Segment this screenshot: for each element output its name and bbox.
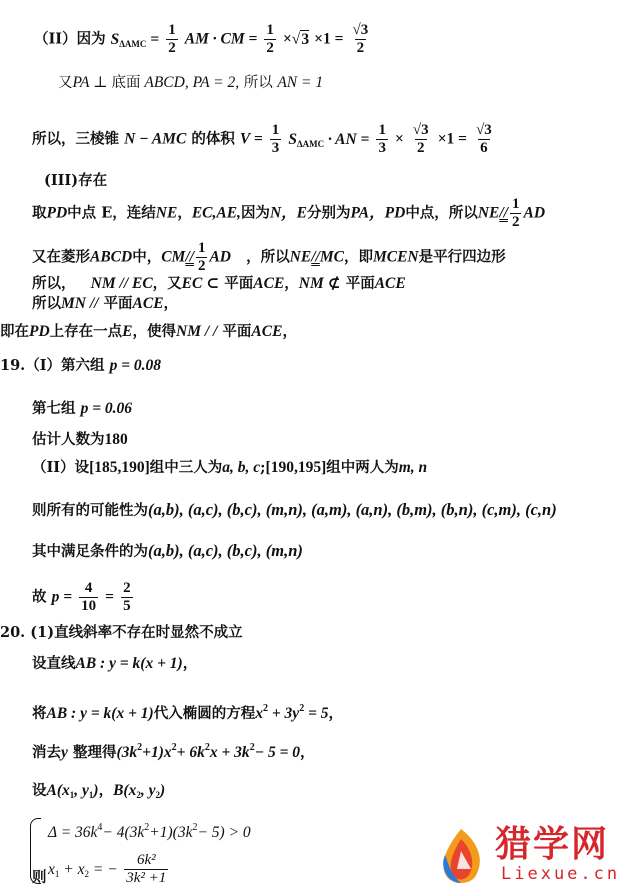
q20-discriminant bbox=[48, 818, 251, 843]
math: PA ⊥ bbox=[72, 74, 112, 91]
text: ; bbox=[260, 459, 266, 476]
q19-ii-setup bbox=[32, 458, 427, 478]
logo-url: Liexue.cn bbox=[501, 864, 621, 884]
text: ， bbox=[328, 705, 344, 722]
math: $(3k^2+1)x^2+ 6k^2x + 3k^2- 5 = 0$ bbox=[116, 742, 301, 761]
math: [190,195] bbox=[265, 459, 327, 476]
math: NM ⊄ bbox=[298, 275, 341, 292]
text: 第七组 bbox=[32, 400, 76, 417]
text: 又在菱形 bbox=[32, 248, 90, 266]
text: ， bbox=[163, 295, 179, 312]
fraction: $\frac{1}{2}$ bbox=[168, 22, 176, 56]
math: NM // EC bbox=[90, 275, 153, 292]
line-pa-perp bbox=[58, 73, 323, 93]
text: 中点 E，连结 bbox=[67, 204, 156, 222]
math: MCEN bbox=[372, 248, 419, 266]
q20-substitute bbox=[32, 699, 343, 724]
math: $S_{\Delta AMC}$ = bbox=[110, 30, 160, 49]
q20-heading: 20. (1)直线斜率不存在时显然不成立 bbox=[0, 624, 243, 641]
math: a, b, c bbox=[222, 459, 261, 476]
math: m, n bbox=[398, 459, 428, 476]
text: 平面 bbox=[224, 275, 254, 292]
text: （II）因为 bbox=[34, 30, 106, 48]
text: 分别为 bbox=[306, 204, 351, 222]
liexue-logo bbox=[431, 825, 636, 885]
text: 整理得 bbox=[72, 744, 117, 761]
math: ACE bbox=[374, 275, 406, 292]
fraction: $\frac{1}{3}$ bbox=[271, 122, 280, 156]
math: ×1 = bbox=[437, 130, 467, 148]
line-ii-area bbox=[34, 22, 372, 57]
text: 底面 bbox=[111, 75, 141, 91]
math: p = 0.08 bbox=[109, 357, 162, 374]
logo-flame-icon bbox=[431, 825, 491, 885]
math: CM bbox=[161, 248, 186, 266]
q20-eliminate bbox=[32, 738, 315, 763]
math: MN // bbox=[61, 295, 99, 312]
fraction: $\frac{1}{2}$ bbox=[266, 22, 274, 56]
text: ，即 bbox=[343, 248, 373, 266]
math: PA，PD bbox=[350, 204, 406, 222]
math: ABCD, PA = 2, bbox=[140, 74, 240, 91]
text: ， bbox=[282, 323, 297, 340]
math: (a,b), (a,c), (b,c), (m,n) bbox=[148, 541, 303, 560]
math: AD bbox=[209, 248, 232, 266]
math: y bbox=[61, 744, 68, 761]
q20-points bbox=[32, 781, 165, 805]
q20-line-def bbox=[32, 654, 197, 674]
math: p = 0.06 bbox=[80, 400, 133, 417]
text: 上存在一点 bbox=[49, 323, 123, 340]
then-label: 则 bbox=[32, 869, 47, 886]
math: ACE bbox=[132, 295, 164, 312]
text: 是平行四边形 bbox=[418, 248, 506, 266]
text: ， bbox=[182, 655, 198, 672]
math: × bbox=[282, 30, 292, 48]
math: $S_{\Delta AMC}$ · AN = bbox=[288, 130, 370, 149]
line-rhombus bbox=[32, 240, 506, 275]
math: N − AMC bbox=[124, 130, 187, 148]
math: ×1 = bbox=[314, 30, 344, 48]
math: NE bbox=[477, 204, 500, 222]
q20-sum-roots bbox=[48, 852, 170, 887]
fraction: $\frac{2}{5}$ bbox=[123, 580, 131, 614]
text: 代入椭圆的方程 bbox=[153, 705, 256, 722]
text: ， bbox=[177, 204, 192, 222]
math: AB : y = k(x + 1) bbox=[46, 705, 154, 722]
math: × bbox=[395, 130, 404, 148]
text: ，使得 bbox=[132, 323, 177, 340]
math: EC,AE, bbox=[191, 204, 241, 222]
line-volume bbox=[32, 122, 496, 157]
text: 则所有的可能性为 bbox=[32, 502, 148, 519]
text: 所以 bbox=[239, 75, 278, 91]
math: p = bbox=[51, 588, 73, 606]
text: 设直线 bbox=[32, 655, 76, 672]
math: (a,b), (a,c), (b,c), (m,n), (a,m), (a,n), (b,m), (b,n), (c,m), (c,n) bbox=[148, 500, 557, 519]
math: AD bbox=[523, 204, 546, 222]
text: 中， bbox=[132, 248, 162, 266]
math: // bbox=[499, 204, 508, 222]
math: E bbox=[122, 323, 133, 340]
text: 即在 bbox=[0, 323, 29, 340]
line-conclusion bbox=[0, 322, 297, 342]
math: NM / / bbox=[176, 323, 218, 340]
math: // bbox=[311, 248, 320, 266]
math: $x^2 + 3y^2 = 5$ bbox=[255, 703, 329, 722]
math: 180 bbox=[104, 431, 128, 448]
fraction: $\frac{√3}{2}$ bbox=[352, 22, 369, 56]
text: 的体积 bbox=[191, 130, 235, 148]
line-iii-exists: (III)存在 bbox=[44, 172, 108, 189]
text: 平面 bbox=[103, 295, 133, 312]
math: V = bbox=[239, 130, 263, 148]
math: NE bbox=[155, 204, 178, 222]
text: ， bbox=[98, 782, 114, 799]
text: 组中三人为 bbox=[149, 459, 223, 476]
math: $x_1 + x_2$ = − bbox=[48, 860, 118, 879]
text: ，所以 bbox=[246, 248, 290, 266]
math: NE bbox=[289, 248, 312, 266]
text: （II）设 bbox=[32, 459, 90, 476]
math: [185,190] bbox=[89, 459, 150, 476]
math: EC ⊂ bbox=[181, 275, 220, 292]
text: 消去 bbox=[32, 744, 61, 761]
text: ， bbox=[284, 275, 299, 292]
q19-seventh-group bbox=[32, 399, 132, 419]
q19-sixth-group bbox=[0, 356, 161, 376]
q19-probability bbox=[32, 580, 135, 615]
text: 设 bbox=[32, 782, 47, 799]
math: PD bbox=[46, 204, 68, 222]
math: AN = 1 bbox=[277, 74, 324, 91]
q19-estimate bbox=[32, 430, 128, 450]
math: AB : y = k(x + 1) bbox=[75, 655, 183, 672]
text: 估计人数为 bbox=[32, 431, 105, 448]
q19-all-possibilities bbox=[32, 500, 557, 521]
sqrt: √3 bbox=[291, 30, 310, 48]
q19-satisfying bbox=[32, 541, 303, 562]
math: = bbox=[105, 588, 114, 606]
math: N，E bbox=[269, 204, 307, 222]
math: AM · CM = bbox=[184, 30, 258, 48]
text: 所以 bbox=[32, 295, 61, 312]
line-nm-ec bbox=[32, 274, 406, 294]
fraction: $\frac{√3}{2}$ bbox=[412, 122, 429, 156]
text: 平面 bbox=[222, 323, 252, 340]
math: ACE bbox=[253, 275, 285, 292]
text: 19.（I）第六组 bbox=[0, 357, 105, 374]
text: 将 bbox=[32, 705, 47, 722]
text: 中点，所以 bbox=[405, 204, 478, 222]
math: $A(x_1$, $y_1$) bbox=[46, 782, 99, 800]
math: ACE bbox=[251, 323, 283, 340]
text: 所以， bbox=[32, 275, 76, 292]
text: 组中两人为 bbox=[326, 459, 399, 476]
math: $\Delta = 36k^4- 4(3k^2+1)(3k^2- 5) > 0$ bbox=[48, 822, 251, 841]
text: 故 bbox=[32, 588, 47, 606]
fraction: $\frac{1}{2}$ bbox=[511, 196, 520, 230]
fraction: $\frac{1}{2}$ bbox=[197, 240, 206, 274]
math: MC bbox=[319, 248, 344, 266]
math: PD bbox=[29, 323, 50, 340]
fraction: $\frac{1}{3}$ bbox=[378, 122, 386, 156]
line-take-midpoint bbox=[32, 196, 545, 231]
text: 平面 bbox=[345, 275, 375, 292]
math: // bbox=[185, 248, 194, 266]
math: ABCD bbox=[90, 248, 133, 266]
line-mn-plane bbox=[32, 294, 178, 314]
text: 所以，三棱锥 bbox=[32, 130, 119, 148]
logo-title: 猎学网 bbox=[495, 824, 610, 865]
text: 其中满足条件的为 bbox=[32, 543, 148, 560]
text: ，又 bbox=[152, 275, 182, 292]
text: 因为 bbox=[240, 204, 270, 222]
fraction: $\frac{\text{6k²}}{\text{3k² +1}}$ bbox=[126, 852, 167, 886]
text: 又 bbox=[58, 75, 73, 91]
text: 取 bbox=[32, 204, 47, 222]
fraction: $\frac{4}{10}$ bbox=[81, 580, 97, 614]
math: $B(x_2$, $y_2$) bbox=[113, 782, 166, 800]
fraction: $\frac{√3}{6}$ bbox=[476, 122, 492, 156]
text: ， bbox=[300, 744, 315, 761]
